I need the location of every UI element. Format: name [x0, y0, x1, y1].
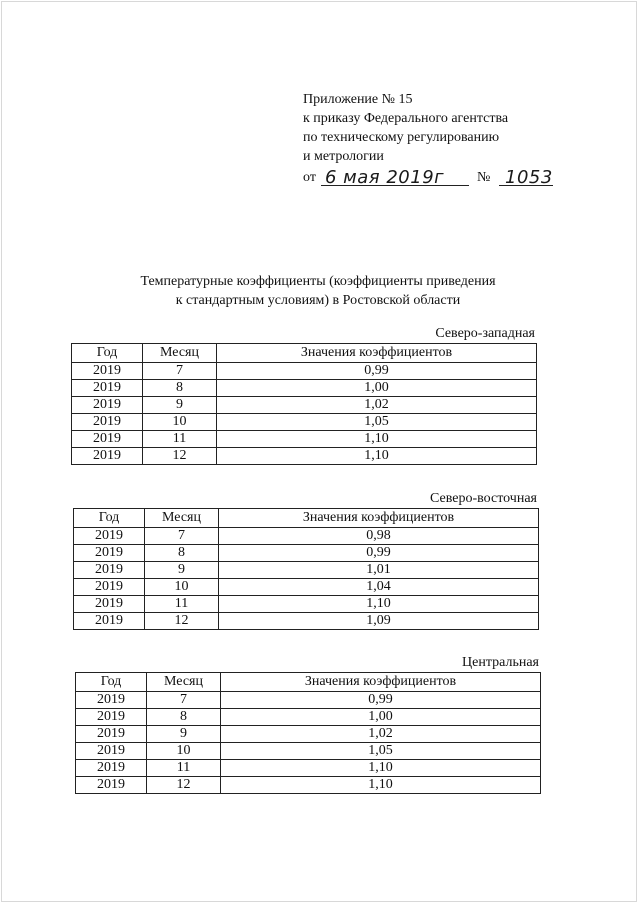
cell-value: 0,99 [219, 545, 539, 562]
cell-year: 2019 [76, 777, 147, 794]
column-header-year: Год [74, 509, 145, 528]
table-row [76, 760, 541, 777]
table-row [72, 397, 537, 414]
agency-line-2: и метрологии [303, 149, 384, 164]
cell-month: 12 [147, 777, 221, 794]
column-header-value: Значения коэффициентов [219, 509, 539, 528]
cell-value: 1,04 [219, 579, 539, 596]
cell-month: 7 [143, 363, 217, 380]
cell-month: 12 [143, 448, 217, 465]
cell-value: 1,05 [221, 743, 541, 760]
table-row [72, 448, 537, 465]
cell-year: 2019 [72, 414, 143, 431]
number-label: № [477, 170, 491, 185]
appendix-header [303, 90, 603, 188]
table-row [74, 528, 539, 545]
column-header-month: Месяц [143, 344, 217, 363]
cell-value: 1,05 [217, 414, 537, 431]
cell-year: 2019 [74, 613, 145, 630]
cell-year: 2019 [74, 528, 145, 545]
cell-value: 1,00 [221, 709, 541, 726]
cell-year: 2019 [76, 692, 147, 709]
column-header-month: Месяц [147, 673, 221, 692]
cell-month: 8 [143, 380, 217, 397]
cell-month: 8 [145, 545, 219, 562]
column-header-value: Значения коэффициентов [221, 673, 541, 692]
table-row [72, 363, 537, 380]
cell-year: 2019 [74, 545, 145, 562]
cell-value: 1,09 [219, 613, 539, 630]
table-row [76, 777, 541, 794]
cell-month: 9 [147, 726, 221, 743]
cell-month: 7 [147, 692, 221, 709]
cell-value: 1,01 [219, 562, 539, 579]
agency-line: по техническому регулированию [303, 130, 500, 145]
cell-value: 1,00 [217, 380, 537, 397]
zone-label-northwest: Северо-западная [435, 326, 535, 341]
cell-year: 2019 [74, 596, 145, 613]
cell-value: 1,02 [217, 397, 537, 414]
table-row [74, 579, 539, 596]
order-date-number-line [303, 166, 603, 188]
cell-year: 2019 [72, 380, 143, 397]
handwritten-date: 6 мая 2019г [325, 167, 445, 188]
cell-month: 11 [147, 760, 221, 777]
table-row [74, 562, 539, 579]
cell-value: 1,10 [221, 777, 541, 794]
cell-year: 2019 [76, 726, 147, 743]
cell-month: 9 [143, 397, 217, 414]
cell-month: 10 [145, 579, 219, 596]
from-label: от [303, 170, 316, 185]
cell-value: 0,98 [219, 528, 539, 545]
table-row [74, 613, 539, 630]
cell-year: 2019 [72, 431, 143, 448]
table-row [76, 709, 541, 726]
cell-month: 7 [145, 528, 219, 545]
table-row [74, 596, 539, 613]
cell-year: 2019 [74, 579, 145, 596]
cell-value: 1,02 [221, 726, 541, 743]
cell-value: 1,10 [219, 596, 539, 613]
title-line-2: к стандартным условиям) в Ростовской области [175, 293, 461, 308]
column-header-month: Месяц [145, 509, 219, 528]
cell-year: 2019 [76, 743, 147, 760]
table-header-row [72, 344, 537, 363]
table-header-row [76, 673, 541, 692]
table-row [72, 414, 537, 431]
cell-value: 1,10 [217, 448, 537, 465]
column-header-year: Год [72, 344, 143, 363]
appendix-number: Приложение № 15 [303, 92, 413, 107]
cell-value: 0,99 [221, 692, 541, 709]
cell-year: 2019 [76, 760, 147, 777]
cell-month: 8 [147, 709, 221, 726]
coefficients-table-central [75, 672, 541, 794]
table-header-row [74, 509, 539, 528]
cell-year: 2019 [72, 363, 143, 380]
cell-value: 0,99 [217, 363, 537, 380]
zone-label-northeast: Северо-восточная [430, 491, 537, 506]
table-row [76, 726, 541, 743]
cell-month: 11 [143, 431, 217, 448]
table-row [76, 692, 541, 709]
cell-month: 10 [147, 743, 221, 760]
column-header-year: Год [76, 673, 147, 692]
table-row [72, 431, 537, 448]
table-row [76, 743, 541, 760]
cell-year: 2019 [72, 448, 143, 465]
order-reference-line: к приказу Федерального агентства [303, 111, 509, 126]
coefficients-table-northwest [71, 343, 537, 465]
cell-month: 12 [145, 613, 219, 630]
table-row [72, 380, 537, 397]
cell-value: 1,10 [221, 760, 541, 777]
table-row [74, 545, 539, 562]
zone-label-central: Центральная [462, 655, 539, 670]
cell-year: 2019 [76, 709, 147, 726]
document-title [100, 272, 536, 310]
cell-value: 1,10 [217, 431, 537, 448]
title-line-1: Температурные коэффициенты (коэффициенты приведения [140, 274, 496, 289]
cell-month: 11 [145, 596, 219, 613]
cell-year: 2019 [74, 562, 145, 579]
cell-month: 10 [143, 414, 217, 431]
column-header-value: Значения коэффициентов [217, 344, 537, 363]
cell-year: 2019 [72, 397, 143, 414]
handwritten-number: 1053 [505, 167, 553, 188]
cell-month: 9 [145, 562, 219, 579]
coefficients-table-northeast [73, 508, 539, 630]
